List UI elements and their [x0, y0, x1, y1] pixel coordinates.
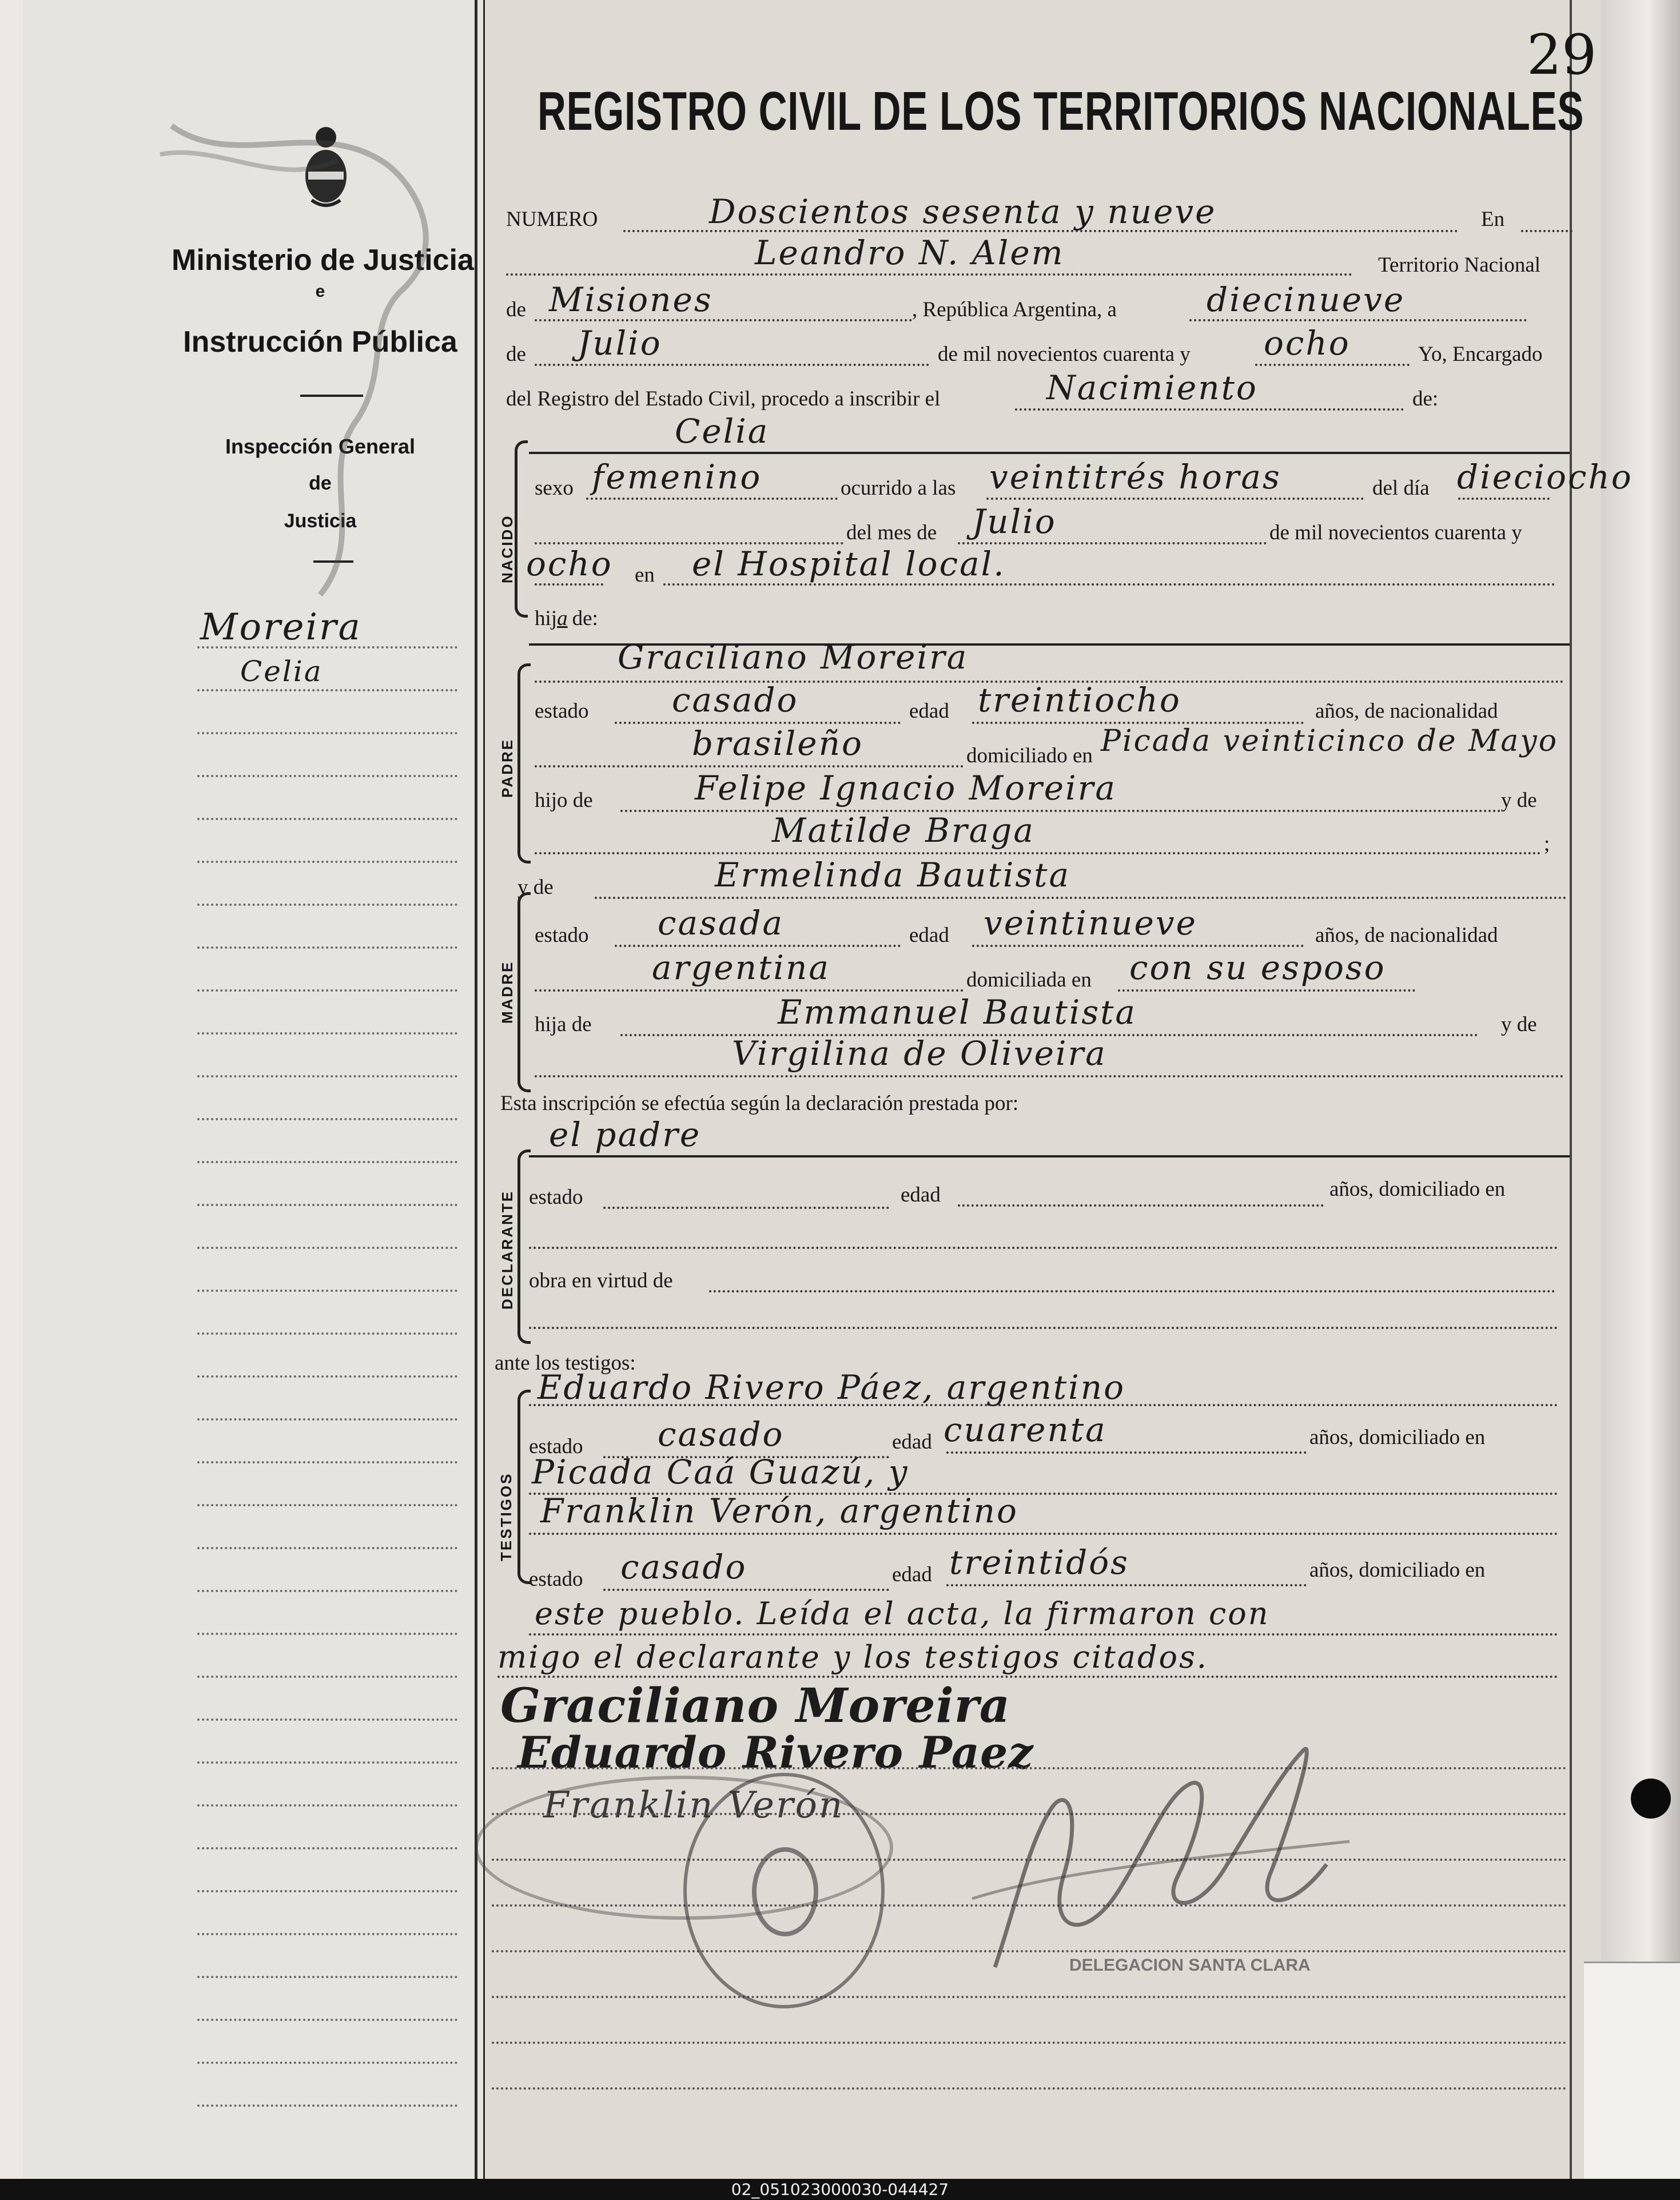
stub-line: [197, 989, 457, 992]
numero-label: NUMERO: [506, 208, 598, 231]
padre-mother-line: [535, 852, 1541, 854]
anio-value: ocho: [526, 544, 613, 583]
stub-line: [197, 1718, 457, 1721]
closing-line2: migo el declarante y los testigos citados.: [497, 1639, 1208, 1675]
stub-line: [197, 1804, 457, 1807]
mes-label: del mes de: [846, 521, 937, 544]
padre-y-de-label: y de: [1501, 789, 1537, 812]
testigo2-value: Franklin Verón, argentino: [540, 1491, 1018, 1530]
stub-line: [197, 732, 457, 734]
madre-mother-line: [535, 1075, 1564, 1077]
stub-line: [197, 1976, 457, 1978]
day-line: [1189, 319, 1527, 321]
madre-y-de2-label: y de: [1501, 1013, 1537, 1036]
en-lugar-label: en: [635, 563, 655, 587]
inspection-line2: de: [309, 472, 332, 494]
padre-estado-label: estado: [535, 699, 589, 723]
stub-line: [197, 1418, 457, 1421]
act-line: [1015, 408, 1404, 411]
ministry-conj: e: [315, 282, 325, 301]
stub-line: [197, 1204, 457, 1206]
madre-edad-line: [972, 945, 1304, 947]
stub-line: [197, 1032, 457, 1035]
page-right-border: [1570, 0, 1572, 2179]
padre-semicolon: ;: [1544, 832, 1550, 856]
declarante-estado-line: [603, 1207, 889, 1209]
nacido-label: NACIDO: [499, 514, 516, 583]
t1-domicilio-value: Picada Caá Guazú, y: [532, 1453, 909, 1491]
testigo1-line: [529, 1404, 1558, 1406]
ministry-line2: Instrucción Pública: [183, 325, 457, 359]
t1-estado-value: casado: [658, 1415, 785, 1454]
binding-edge: [0, 0, 25, 2179]
en-line: [1521, 230, 1572, 232]
padre-hijo-label: hijo de: [535, 789, 593, 812]
year-line: [1255, 364, 1410, 366]
obra-label: obra en virtud de: [529, 1269, 673, 1292]
declarante-label: DECLARANTE: [499, 1189, 516, 1310]
declarante-value: el padre: [549, 1115, 702, 1154]
padre-domicilio-value: Picada veinticinco de Mayo: [1101, 724, 1559, 758]
t2-edad-value: treintidós: [949, 1543, 1129, 1582]
inspection-line1: Inspección General: [225, 435, 416, 458]
lugar-line: [663, 583, 1555, 586]
registro-label: del Registro del Estado Civil, procedo a inscribir el: [506, 387, 941, 411]
padre-nacionalidad-value: brasileño: [692, 724, 863, 763]
closing-line1: este pueblo. Leída el acta, la firmaron con: [535, 1596, 1270, 1632]
t2-edad-label: edad: [892, 1563, 932, 1586]
hora-line: [986, 498, 1364, 500]
stub-line: [197, 2062, 457, 2064]
mes-value: Julio: [972, 502, 1057, 541]
t2-estado-line: [603, 1589, 889, 1591]
padre-edad-label: edad: [909, 699, 949, 723]
hijo-prefix: hij: [535, 607, 558, 630]
stub-name: Celia: [240, 655, 323, 688]
sig-line: [492, 2042, 1567, 2044]
madre-domicilio-value: con su esposo: [1129, 948, 1386, 987]
stub-line: [197, 1590, 457, 1592]
t1-edad-value: cuarenta: [943, 1410, 1107, 1449]
stub-surname: Moreira: [200, 606, 362, 649]
stub-line: [197, 1504, 457, 1506]
pencil-scribble: [149, 103, 492, 675]
underlying-sheet: [1584, 1962, 1680, 2179]
hijo-label: [535, 606, 598, 631]
year-label: de mil novecientos cuarenta y: [938, 343, 1191, 366]
madre-name-line: [595, 897, 1567, 899]
t2-domicilio-label: años, domiciliado en: [1309, 1558, 1486, 1582]
stub-line: [197, 1847, 457, 1849]
page-title: REGISTRO CIVIL DE LOS TERRITORIOS NACIONALES: [538, 81, 1585, 142]
stub-line: [197, 1676, 457, 1678]
padre-father-line: [620, 810, 1501, 812]
ministry-line1: Ministerio de Justicia: [172, 244, 474, 277]
stamp-text: DELEGACION SANTA CLARA: [1069, 1956, 1311, 1975]
declarante-dom-line: [529, 1247, 1558, 1249]
madre-mother-value: Virgilina de Oliveira: [732, 1034, 1107, 1073]
en-label: En: [1481, 208, 1505, 231]
stub-line: [197, 1075, 457, 1077]
t1-edad-line: [946, 1451, 1307, 1454]
madre-hija-label: hija de: [535, 1013, 592, 1036]
hijo-gender: a: [557, 607, 568, 630]
padre-nac-line: [535, 765, 964, 767]
stub-line: [197, 2019, 457, 2021]
stub-line: [197, 1933, 457, 1935]
padre-father-value: Felipe Ignacio Moreira: [695, 769, 1117, 807]
nacido-brace: [515, 440, 528, 618]
stub-line: [197, 1375, 457, 1378]
stub-line: [197, 861, 457, 863]
territory-line: [535, 319, 912, 321]
dia-line: [1458, 498, 1550, 500]
obra-line2: [529, 1327, 1558, 1329]
stub-line: [197, 1247, 457, 1249]
anio-line: [535, 583, 603, 586]
anio-label: de mil novecientos cuarenta y: [1269, 521, 1522, 544]
padre-name: Graciliano Moreira: [618, 638, 969, 677]
lugar-value: el Hospital local.: [692, 544, 1006, 583]
declarante-edad-line: [958, 1204, 1324, 1207]
madre-edad-value: veintinueve: [984, 904, 1197, 942]
stub-line: [197, 904, 457, 906]
sexo-label: sexo: [535, 476, 574, 500]
t1-domicilio-label: años, domiciliado en: [1309, 1426, 1486, 1449]
testigo1-value: Eduardo Rivero Páez, argentino: [538, 1368, 1125, 1407]
t1-edad-label: edad: [892, 1430, 932, 1454]
numero-value: Doscientos sesenta y nueve: [709, 192, 1217, 231]
testigos-intro: ante los testigos:: [495, 1351, 636, 1375]
year-value: ocho: [1264, 324, 1351, 363]
ink-spot: [1631, 1779, 1671, 1819]
padre-mother-value: Matilde Braga: [772, 811, 1035, 850]
stub-line: [197, 1761, 457, 1764]
page-right-edge: [1601, 0, 1680, 2179]
padre-domicilio-label: domiciliado en: [966, 744, 1093, 767]
de3-label: de:: [1412, 387, 1439, 411]
madre-name: Ermelinda Bautista: [715, 856, 1071, 894]
testigos-brace: [517, 1390, 531, 1584]
place-value: Leandro N. Alem: [755, 233, 1065, 272]
t2-estado-value: casado: [620, 1547, 747, 1586]
madre-brace: [517, 892, 531, 1092]
padre-nacionalidad-label: años, de nacionalidad: [1315, 699, 1498, 723]
hijo-suffix: de:: [572, 607, 598, 630]
stub-line: [197, 946, 457, 949]
yo-label: Yo, Encargado: [1418, 343, 1543, 366]
month-value: Julio: [578, 324, 662, 363]
madre-nacionalidad-value: argentina: [652, 948, 830, 987]
del-dia-label: del día: [1372, 476, 1430, 500]
closing-line2-rule: [497, 1676, 1558, 1678]
sig-line: [492, 2087, 1567, 2090]
stub-line: [197, 1633, 457, 1635]
month-line: [535, 364, 929, 366]
padre-brace: [517, 663, 531, 864]
padre-edad-value: treintiocho: [978, 681, 1181, 719]
child-name: Celia: [675, 412, 770, 451]
sexo-line: [586, 498, 838, 500]
signature-2: Eduardo Rivero Paez: [517, 1727, 1034, 1778]
place-line: [506, 273, 1352, 276]
de-label: de: [506, 298, 526, 321]
stub-line: [197, 818, 457, 820]
sig-line: [492, 1996, 1567, 1998]
sexo-value: femenino: [592, 457, 762, 496]
madre-domicilio-label: domiciliada en: [966, 968, 1092, 992]
stub-line: [197, 1461, 457, 1463]
nacido-top-rule: [529, 452, 1570, 454]
madre-estado-line: [615, 945, 901, 947]
de2-label: de: [506, 343, 526, 366]
t2-edad-line: [946, 1584, 1307, 1586]
testigo2-line: [529, 1533, 1558, 1535]
declarante-top-rule: [529, 1155, 1570, 1157]
declarante-domicilio-label: años, domiciliado en: [1329, 1177, 1506, 1201]
madre-nac-line: [535, 989, 964, 992]
officer-signature: [949, 1727, 1441, 1990]
stub-line: [197, 1161, 457, 1163]
inspection-line3: Justicia: [284, 510, 357, 532]
territory-value: Misiones: [549, 280, 713, 319]
t1-estado-label: estado: [529, 1435, 583, 1458]
obra-line: [709, 1290, 1555, 1292]
madre-dom-line: [1118, 989, 1415, 992]
day-value: diecinueve: [1207, 280, 1406, 319]
signature-3: Franklin Verón: [543, 1784, 845, 1827]
stub-line: [197, 775, 457, 777]
declaracion-label: Esta inscripción se efectúa según la declaración prestada por:: [500, 1092, 1019, 1115]
padre-estado-value: casado: [672, 681, 799, 719]
declarante-estado-label: estado: [529, 1185, 583, 1209]
republica-label: , República Argentina, a: [912, 298, 1117, 321]
ocurrido-label: ocurrido a las: [841, 476, 956, 500]
madre-father-value: Emmanuel Bautista: [778, 993, 1137, 1032]
declarante-edad-label: edad: [901, 1183, 941, 1207]
madre-nacionalidad-label: años, de nacionalidad: [1315, 924, 1498, 947]
stub-line: [197, 689, 457, 691]
signature-1: Graciliano Moreira: [500, 1678, 1011, 1733]
t2-estado-label: estado: [529, 1568, 583, 1591]
page-number: 29: [1527, 23, 1597, 87]
madre-edad-label: edad: [909, 924, 949, 947]
madre-label: MADRE: [499, 960, 516, 1024]
territorio-label: Territorio Nacional: [1378, 253, 1541, 277]
act-value: Nacimiento: [1046, 368, 1258, 407]
dia-value: dieciocho: [1457, 457, 1633, 496]
hora-value: veintitrés horas: [989, 457, 1281, 496]
stub-line: [197, 1547, 457, 1549]
madre-estado-label: estado: [535, 924, 589, 947]
testigos-label: TESTIGOS: [497, 1472, 515, 1561]
stub-line: [197, 1118, 457, 1120]
madre-estado-value: casada: [658, 904, 785, 942]
madre-y-de-label: y de: [517, 876, 554, 899]
stub-line: [197, 1332, 457, 1335]
padre-label: PADRE: [499, 738, 516, 798]
stub-line: [197, 1290, 457, 1292]
oval-stamp: [475, 1776, 893, 1920]
stub-line: [197, 1890, 457, 1892]
closing-line1-rule: [529, 1633, 1558, 1636]
footer-id: 02_051023000030-044427: [0, 2179, 1680, 2200]
stub-line: [197, 2104, 457, 2107]
